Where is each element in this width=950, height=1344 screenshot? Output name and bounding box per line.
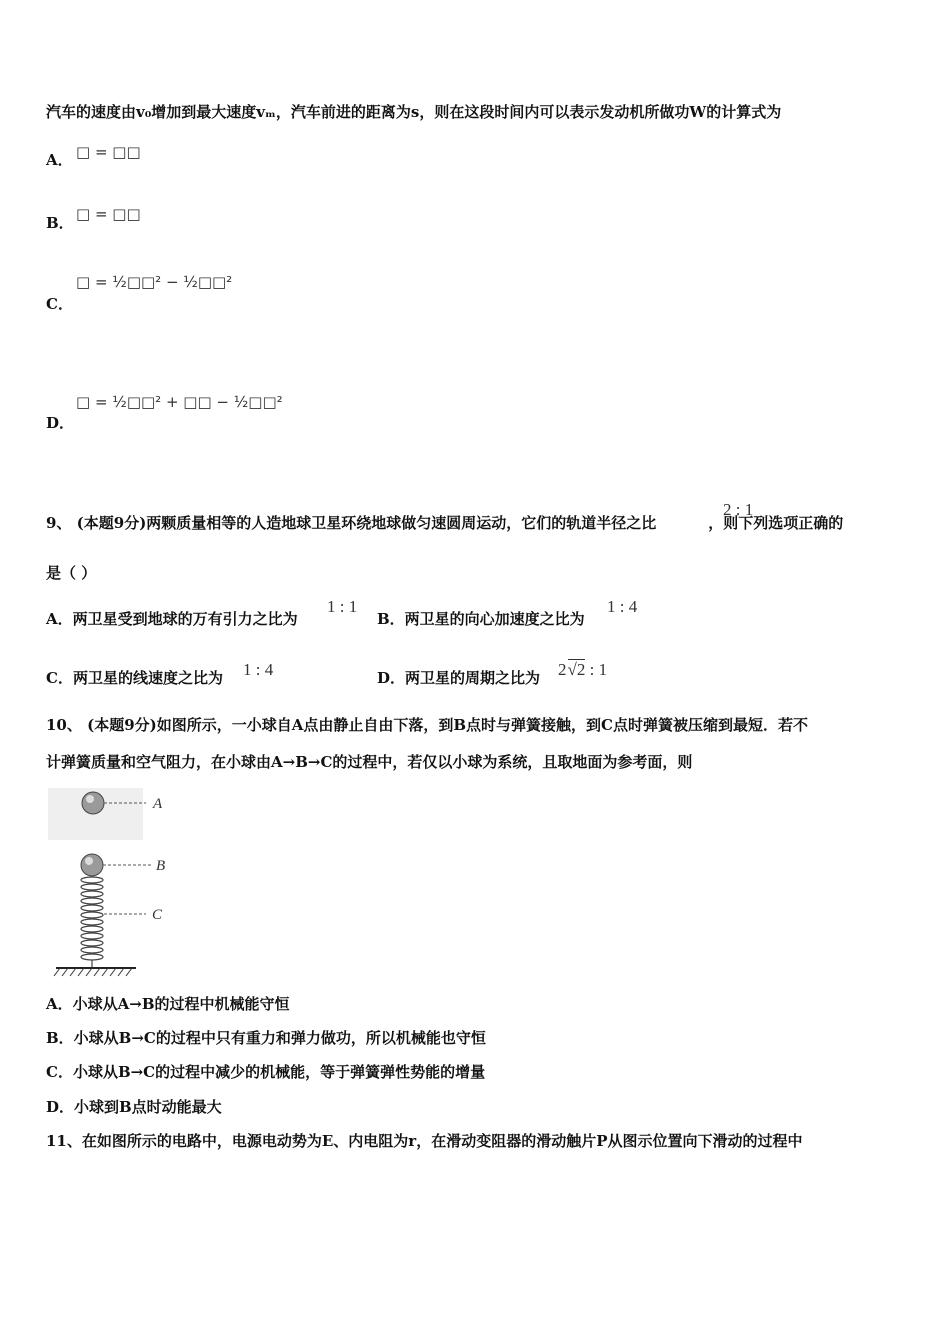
q11-stem: 11、在如图所示的电路中，电源电动势为E、内电阻为r，在滑动变阻器的滑动触片P从图示位置向下滑动的过程中 <box>46 1132 803 1150</box>
q8-option-b-label: B． <box>46 214 74 232</box>
q9-option-d-root: 2 <box>576 660 586 679</box>
q8-option-a-label: A． <box>46 151 73 169</box>
q9-stem-part1: 9、 (本题9分)两颗质量相等的人造地球卫星环绕地球做匀速圆周运动，它们的轨道半径之比 <box>46 514 657 532</box>
q9-option-c: C．两卫星的线速度之比为 <box>46 669 223 687</box>
q8-option-a-formula: □ = □□ <box>76 143 141 161</box>
ball-at-a <box>82 792 104 814</box>
q8-stem: 汽车的速度由v₀增加到最大速度vₘ，汽车前进的距离为s，则在这段时间内可以表示发动机所做功W的计算式为 <box>46 103 782 121</box>
spring <box>81 877 103 967</box>
q8-option-c-label: C． <box>46 295 73 313</box>
q9-option-a: A．两卫星受到地球的万有引力之比为 <box>46 610 298 628</box>
q8-option-b-formula: □ = □□ <box>76 205 141 223</box>
q9-option-d: D．两卫星的周期之比为 <box>377 669 541 687</box>
q10-stem-line2: 计弹簧质量和空气阻力，在小球由A→B→C的过程中，若仅以小球为系统，且取地面为参考面，则 <box>46 753 693 771</box>
label-a: A <box>153 796 163 812</box>
q8-option-d-label: D． <box>46 414 75 432</box>
q10-option-c: C．小球从B→C的过程中减少的机械能，等于弹簧弹性势能的增量 <box>46 1063 486 1081</box>
q9-stem-line2: 是（ ） <box>46 564 97 582</box>
q8-option-c-formula: □ = ½□□² − ½□□² <box>76 273 233 291</box>
q10-option-a: A．小球从A→B的过程中机械能守恒 <box>46 995 290 1013</box>
q9-option-d-ratio: 2√2 : 1 <box>558 660 608 679</box>
q9-stem-ratio: 2 : 1 <box>723 500 754 519</box>
label-c: C <box>152 907 163 923</box>
q10-option-b: B．小球从B→C的过程中只有重力和弹力做功，所以机械能也守恒 <box>46 1029 486 1047</box>
q9-option-d-post: : 1 <box>585 660 608 679</box>
ball-at-b <box>81 854 103 876</box>
label-b: B <box>156 858 166 874</box>
ground-hatch <box>54 968 132 976</box>
q9-option-b: B．两卫星的向心加速度之比为 <box>377 610 585 628</box>
ball-b-highlight <box>85 857 93 865</box>
q9-option-d-coef: 2 <box>558 660 567 679</box>
q9-option-c-ratio: 1 : 4 <box>243 660 274 679</box>
q9-option-a-ratio: 1 : 1 <box>327 597 358 616</box>
ball-a-highlight <box>86 795 94 803</box>
q9-stem-part2: ，则下列选项正确的 <box>708 514 844 532</box>
spring-ball-figure <box>46 782 176 982</box>
q8-option-d-formula: □ = ½□□² + □□ − ½□□² <box>76 393 283 411</box>
q9-option-b-ratio: 1 : 4 <box>607 597 638 616</box>
q10-option-d: D．小球到B点时动能最大 <box>46 1098 222 1116</box>
q10-stem-line1: 10、 (本题9分)如图所示，一小球自A点由静止自由下落，到B点时与弹簧接触，到C点时弹簧被压缩到最短．若不 <box>46 716 808 734</box>
